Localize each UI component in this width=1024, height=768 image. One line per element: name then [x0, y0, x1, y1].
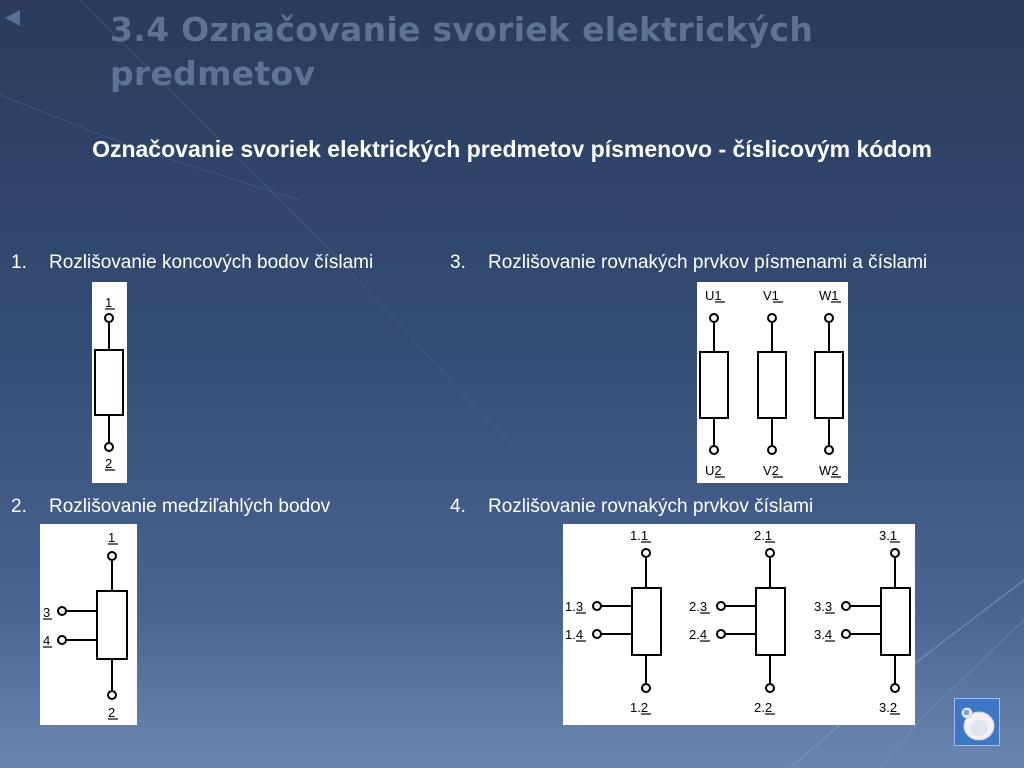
terminal-number-bottom: 2	[764, 700, 773, 715]
element-prefix: 2.	[754, 700, 765, 715]
tapped-resistor-symbol	[40, 524, 137, 725]
svg-text:1.1	[630, 528, 648, 543]
triangle-bullet-icon	[5, 10, 20, 26]
svg-text:V1	[763, 288, 779, 303]
element-prefix: 1.	[565, 599, 576, 614]
diagram-numbers-only	[563, 524, 915, 725]
svg-text:3.3	[814, 599, 832, 614]
resistor-symbol	[92, 282, 127, 483]
item-text: Rozlišovanie rovnakých prvkov písmenami a číslami	[488, 252, 928, 273]
terminal-label-bottom: 2	[108, 705, 116, 720]
terminal-number-bottom: 2	[889, 700, 898, 715]
element-prefix: 3.	[814, 627, 825, 642]
terminal-label-top: 1	[108, 530, 116, 545]
element-u	[700, 288, 728, 478]
home-icon	[955, 699, 999, 745]
item-number: 2.	[11, 496, 27, 517]
svg-text:1.3	[565, 599, 583, 614]
terminal-number-top: 1	[714, 288, 722, 303]
terminal-number-tap2: 4	[575, 627, 584, 642]
element-letter: U	[705, 463, 715, 478]
element-prefix: 1.	[630, 528, 641, 543]
item-text: Rozlišovanie koncových bodov číslami	[49, 252, 374, 273]
element-prefix: 3.	[879, 528, 890, 543]
element-prefix: 3.	[879, 700, 890, 715]
terminal-number-bottom: 2	[640, 700, 649, 715]
element-letter: W	[819, 463, 832, 478]
element-letter: V	[763, 463, 772, 478]
item-number: 4.	[450, 496, 466, 517]
element-v	[758, 288, 786, 478]
three-phase-element-symbols	[697, 282, 848, 483]
svg-text:3.4	[814, 627, 832, 642]
numbered-element-symbols	[563, 524, 915, 725]
diagram-intermediate-points	[40, 524, 137, 725]
element-letter: V	[763, 288, 772, 303]
element-prefix: 3.	[814, 599, 825, 614]
terminal-number-top: 1	[764, 528, 773, 543]
terminal-number-bottom: 2	[714, 463, 722, 478]
svg-text:U2	[705, 463, 722, 478]
svg-text:V2	[763, 463, 779, 478]
slide-subtitle: Označovanie svoriek elektrických predmetov písmenovo - číslicovým kódom	[92, 136, 932, 162]
list-item-2	[11, 496, 330, 518]
element-prefix: 2.	[689, 599, 700, 614]
terminal-number-bottom: 2	[831, 463, 839, 478]
terminal-number-tap2: 4	[699, 627, 708, 642]
svg-text:2.2	[754, 700, 772, 715]
svg-text:2.1	[754, 528, 772, 543]
item-number: 1.	[11, 252, 27, 273]
element-prefix: 2.	[754, 528, 765, 543]
svg-text:2.4	[689, 627, 707, 642]
terminal-number-tap1: 3	[824, 599, 833, 614]
list-item-3	[450, 252, 927, 274]
element-2	[689, 528, 785, 715]
svg-text:3.1	[879, 528, 897, 543]
element-letter: U	[705, 288, 715, 303]
svg-text:3.2	[879, 700, 897, 715]
terminal-number-top: 1	[889, 528, 898, 543]
terminal-number-top: 1	[831, 288, 839, 303]
svg-text:W2	[819, 463, 839, 478]
terminal-number-tap1: 3	[575, 599, 584, 614]
svg-text:2.3	[689, 599, 707, 614]
item-text: Rozlišovanie rovnakých prvkov číslami	[488, 496, 814, 517]
element-w	[815, 288, 843, 478]
slide-title: 3.4 Označovanie svoriek elektrických predmetov	[110, 10, 814, 93]
svg-text:1.4	[565, 627, 583, 642]
element-prefix: 2.	[689, 627, 700, 642]
element-1	[565, 528, 661, 715]
terminal-number-tap2: 4	[824, 627, 833, 642]
element-prefix: 1.	[630, 700, 641, 715]
terminal-number-top: 1	[771, 288, 779, 303]
list-item-1	[11, 252, 373, 274]
diagram-terminal-numbers	[92, 282, 127, 483]
item-number: 3.	[450, 252, 466, 273]
terminal-number-bottom: 2	[771, 463, 779, 478]
svg-text:1.2	[630, 700, 648, 715]
list-item-4	[450, 496, 813, 518]
terminal-label-tap1: 3	[43, 605, 51, 620]
svg-text:W1	[819, 288, 839, 303]
element-letter: W	[819, 288, 832, 303]
home-button[interactable]	[954, 698, 1000, 746]
terminal-label-tap2: 4	[43, 633, 51, 648]
element-3	[814, 528, 910, 715]
terminal-label-top: 1	[105, 295, 113, 310]
diagram-letters-and-numbers	[697, 282, 848, 483]
svg-text:U1	[705, 288, 722, 303]
element-prefix: 1.	[565, 627, 576, 642]
item-text: Rozlišovanie medziľahlých bodov	[49, 496, 331, 517]
terminal-number-tap1: 3	[699, 599, 708, 614]
terminal-number-top: 1	[640, 528, 649, 543]
terminal-label-bottom: 2	[105, 456, 113, 471]
